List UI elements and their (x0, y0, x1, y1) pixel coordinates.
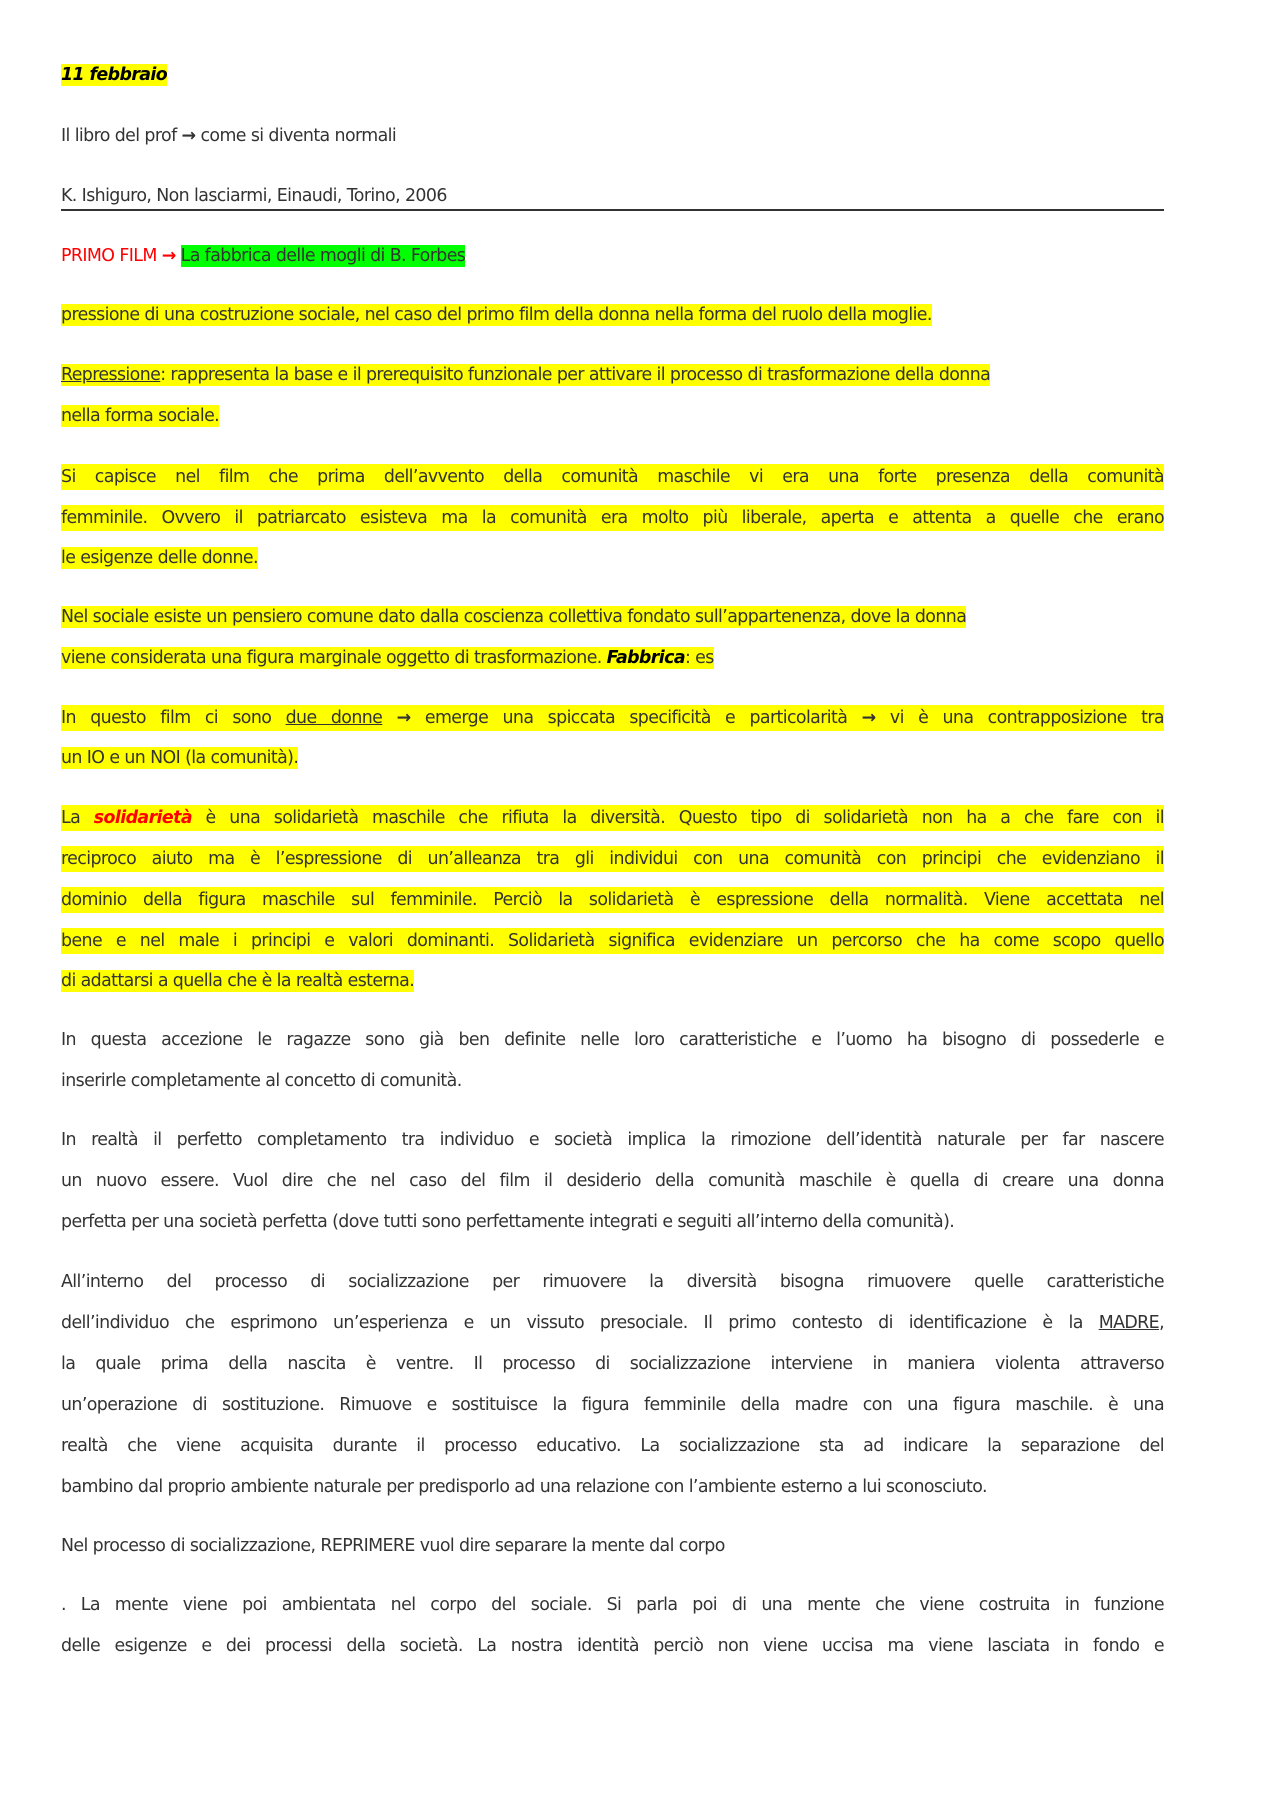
solidarieta-line5-text: di adattarsi a quella che è la realtà esterna. (61, 971, 415, 991)
book-line (61, 124, 396, 148)
paragraph-mente-line2: delle esigenze e dei processi della società. La nostra identità perciò non viene uccisa ma viene lasciata in fondo e (61, 1636, 1164, 1656)
paragraph-donne-line1 (61, 705, 1164, 731)
paragraph-pressione (61, 303, 932, 327)
repressione-term: Repressione (61, 365, 161, 385)
solidarieta-post: è una solidarietà maschile che rifiuta la diversità. Questo tipo di solidarietà non ha a che fare con il (191, 808, 1164, 828)
date-text: 11 febbraio (61, 65, 168, 85)
paragraph-repressione-line1 (61, 363, 990, 387)
film-title: La fabbrica delle mogli di B. Forbes (180, 246, 466, 266)
sociale-line2-post: : es (684, 648, 714, 668)
paragraph-accezione-line2: inserirle completamente al concetto di comunità. (61, 1071, 462, 1091)
socializzazione-line2-post: , (1159, 1313, 1164, 1333)
paragraph-donne-line2 (61, 746, 298, 770)
paragraph-solidarieta-line4: bene e nel male i principi e valori dominanti. Solidarietà significa evidenziare un percorso che ha come scopo quello (61, 928, 1164, 954)
socializzazione-line2-pre: dell’individuo che esprimono un’esperienza e un vissuto presociale. Il primo contesto di identificazione è la (61, 1313, 1099, 1333)
film-heading (61, 244, 465, 268)
solidarieta-term: solidarietà (93, 808, 192, 828)
paragraph-reprimere: Nel processo di socializzazione, REPRIMERE vuol dire separare la mente dal corpo (61, 1536, 725, 1556)
capisce-line3-text: le esigenze delle donne. (61, 548, 258, 568)
citation: K. Ishiguro, Non lasciarmi, Einaudi, Torino, 2006 (61, 186, 447, 206)
arrow-icon: → (861, 708, 876, 728)
sociale-line1-text: Nel sociale esiste un pensiero comune dato dalla coscienza collettiva fondato sull’appartenenza, dove la donna (61, 607, 967, 627)
paragraph-capisce-line1: Si capisce nel film che prima dell’avvento della comunità maschile vi era una forte presenza della comunità (61, 464, 1164, 490)
paragraph-socializzazione-line4: un’operazione di sostituzione. Rimuove e sostituisce la figura femminile della madre con una figura maschile. è una (61, 1395, 1164, 1415)
paragraph-solidarieta-line3: dominio della figura maschile sul femminile. Perciò la solidarietà è espressione della normalità. Viene accettata nel (61, 887, 1164, 913)
donne-post: vi è una contrapposizione tra (875, 708, 1164, 728)
paragraph-pressione-text: pressione di una costruzione sociale, nel caso del primo film della donna nella forma del ruolo della moglie. (61, 305, 932, 325)
paragraph-accezione-line1: In questa accezione le ragazze sono già ben definite nelle loro caratteristiche e l’uomo ha bisogno di possederle e (61, 1030, 1164, 1050)
paragraph-socializzazione-line1: All’interno del processo di socializzazione per rimuovere la diversità bisogna rimuovere quelle caratteristiche (61, 1272, 1164, 1292)
paragraph-sociale-line1 (61, 605, 966, 629)
paragraph-socializzazione-line3: la quale prima della nascita è ventre. Il processo di socializzazione interviene in maniera violenta attraverso (61, 1354, 1164, 1374)
arrow-icon: → (396, 708, 411, 728)
paragraph-mente-line1: . La mente viene poi ambientata nel corpo del sociale. Si parla poi di una mente che viene costruita in funzione (61, 1595, 1164, 1615)
arrow-icon: → (181, 126, 196, 146)
date-heading (61, 63, 167, 87)
paragraph-realta-line2: un nuovo essere. Vuol dire che nel caso del film il desiderio della comunità maschile è quella di creare una donna (61, 1171, 1164, 1191)
due-donne-term: due donne (285, 708, 383, 728)
donne-pre: In questo film ci sono (61, 708, 286, 728)
paragraph-sociale-line2 (61, 646, 714, 670)
paragraph-realta-line3: perfetta per una società perfetta (dove tutti sono perfettamente integrati e seguiti all’interno della comunità). (61, 1212, 955, 1232)
paragraph-solidarieta-line1 (61, 805, 1164, 831)
film-label: PRIMO FILM (61, 246, 162, 266)
fabbrica-term: Fabbrica (606, 648, 685, 668)
repressione-text: : rappresenta la base e il prerequisito funzionale per attivare il processo di trasformazione della donna (160, 365, 991, 385)
paragraph-socializzazione-line2 (61, 1311, 1164, 1335)
donne-mid: emerge una spiccata specificità e particolarità (410, 708, 862, 728)
solidarieta-pre: La (61, 808, 94, 828)
paragraph-socializzazione-line6: bambino dal proprio ambiente naturale per predisporlo ad una relazione con l’ambiente esterno a lui sconosciuto. (61, 1477, 987, 1497)
arrow-icon: → (161, 246, 176, 266)
repressione-line2-text: nella forma sociale. (61, 406, 220, 426)
sociale-line2-pre: viene considerata una figura marginale oggetto di trasformazione. (61, 648, 607, 668)
book-line-pre: Il libro del prof (61, 126, 182, 146)
paragraph-repressione-line2 (61, 404, 219, 428)
paragraph-socializzazione-line5: realtà che viene acquisita durante il processo educativo. La socializzazione sta ad indicare la separazione del (61, 1436, 1164, 1456)
paragraph-capisce-line2: femminile. Ovvero il patriarcato esisteva ma la comunità era molto più liberale, aperta e attenta a quelle che erano (61, 505, 1164, 531)
donne-line2-text: un IO e un NOI (la comunità). (61, 748, 299, 768)
paragraph-solidarieta-line2: reciproco aiuto ma è l’espressione di un’alleanza tra gli individui con una comunità con principi che evidenziano il (61, 846, 1164, 872)
paragraph-capisce-line3 (61, 546, 258, 570)
paragraph-solidarieta-line5 (61, 969, 414, 993)
book-line-post: come si diventa normali (195, 126, 397, 146)
header-divider (61, 209, 1164, 211)
madre-term: MADRE (1098, 1313, 1160, 1333)
paragraph-realta-line1: In realtà il perfetto completamento tra individuo e società implica la rimozione dell’identità naturale per far nascere (61, 1130, 1164, 1150)
